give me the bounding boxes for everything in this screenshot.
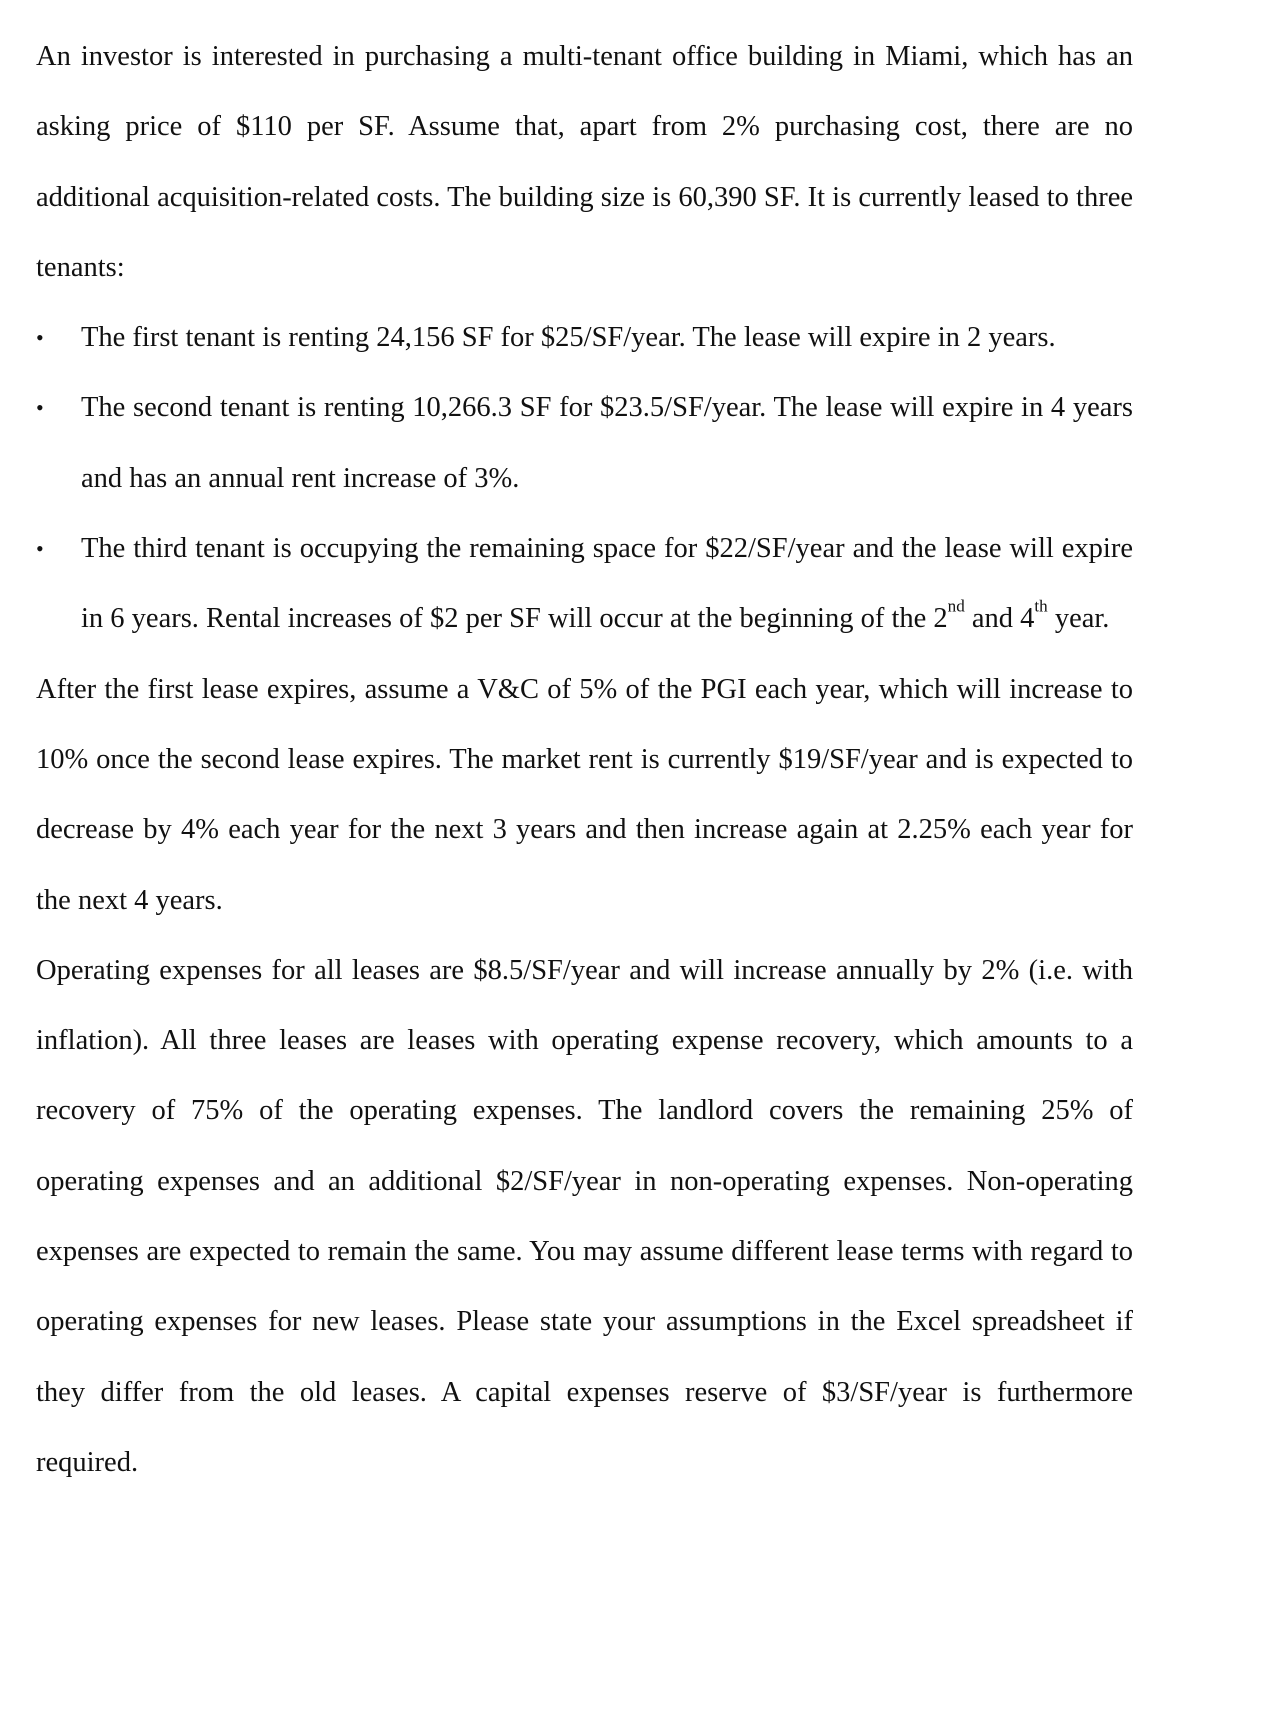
tenant-3-text-end: year. bbox=[1047, 603, 1110, 635]
tenant-list bbox=[36, 303, 1133, 654]
tenant-2-text: The second tenant is renting 10,266.3 SF for $23.5/SF/year. The lease will expire in 4 years and has an annual rent increase of 3%. bbox=[81, 392, 1133, 494]
tenant-item-3 bbox=[36, 514, 1133, 655]
ordinal-suffix-2nd: nd bbox=[947, 597, 965, 616]
ordinal-suffix-4th: th bbox=[1034, 597, 1048, 616]
bullet-icon: • bbox=[36, 395, 44, 421]
bullet-icon: • bbox=[36, 325, 44, 351]
intro-paragraph: An investor is interested in purchasing a multi-tenant office building in Miami, which has an asking price of $110 per SF. Assume that, apart from 2% purchasing cost, there are no additional acquisition-related costs. The building size is 60,390 SF. It is currently leased to three tenants: bbox=[36, 41, 1133, 283]
market-paragraph: After the first lease expires, assume a V&C of 5% of the PGI each year, which will increase to 10% once the second lease expires. The market rent is currently $19/SF/year and is expected to decrease by 4% each year for the next 3 years and then increase again at 2.25% each year for the next 4 years. bbox=[36, 673, 1133, 916]
tenant-3-text: The third tenant is occupying the remaining space for $22/SF/year and the lease will expire in 6 years. Rental increases of $2 per SF will occur at the beginning of the 2 bbox=[81, 533, 1133, 635]
tenant-item-2 bbox=[36, 373, 1133, 514]
tenant-3-text-middle: and 4 bbox=[964, 603, 1035, 635]
tenant-item-1 bbox=[36, 303, 1133, 373]
tenant-1-text: The first tenant is renting 24,156 SF for $25/SF/year. The lease will expire in 2 years. bbox=[81, 322, 1056, 354]
bullet-icon: • bbox=[36, 536, 44, 562]
expenses-paragraph: Operating expenses for all leases are $8.5/SF/year and will increase annually by 2% (i.e. with inflation). All three leases are leases with operating expense recovery, which amounts to a recovery of 75% of the operating expenses. The landlord covers the remaining 25% of operating expenses and an additional $2/SF/year in non-operating expenses. Non-operating expenses are expected to remain the same. You may assume different lease terms with regard to operating expenses for new leases. Please state your assumptions in the Excel spreadsheet if they differ from the old leases. A capital expenses reserve of $3/SF/year is furthermore required. bbox=[36, 954, 1133, 1478]
